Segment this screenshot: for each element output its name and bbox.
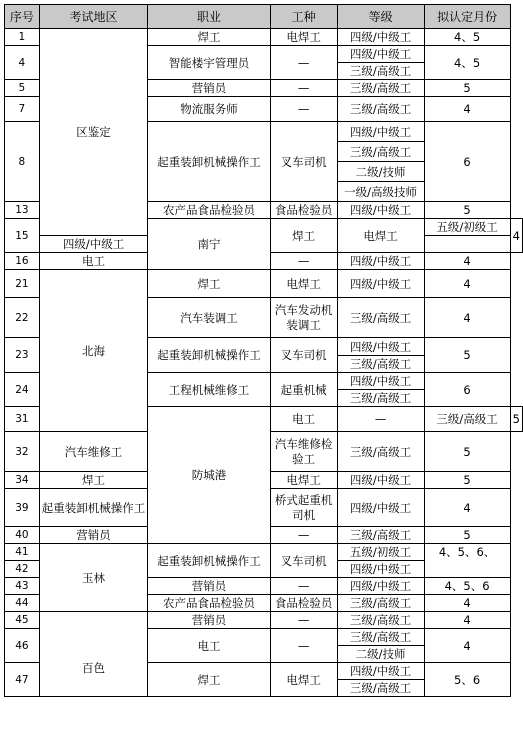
level-cell: 四级/中级工 [337,270,424,298]
seq-cell: 1 [5,29,40,46]
trade-cell: — [270,527,337,544]
seq-cell: 34 [5,472,40,489]
table-row [5,612,523,629]
seq-cell: 44 [5,595,40,612]
level-cell: 三级/高级工 [337,680,424,697]
level-cell: 三级/高级工 [424,407,510,432]
seq-cell: 8 [5,122,40,202]
trade-cell: 电焊工 [270,472,337,489]
month-cell: 4、5 [424,29,510,46]
seq-cell: 21 [5,270,40,298]
level-cell: 四级/中级工 [337,472,424,489]
occupation-cell: 营销员 [148,80,270,97]
occupation-cell: 营销员 [148,578,270,595]
seq-cell: 41 [5,544,40,561]
trade-cell: — [270,612,337,629]
month-cell: 4 [424,298,510,338]
occupation-cell: 汽车维修工 [39,432,148,472]
level-cell: 四级/中级工 [337,29,424,46]
month-cell: 4 [424,253,510,270]
seq-cell: 45 [5,612,40,629]
trade-cell: — [270,80,337,97]
month-cell: 4 [424,595,510,612]
level-cell: 四级/中级工 [39,236,148,253]
occupation-cell: 焊工 [270,219,337,253]
seq-cell: 24 [5,373,40,407]
col-header-occupation: 职业 [148,5,270,29]
level-cell: 三级/高级工 [337,80,424,97]
month-cell: 4 [424,97,510,122]
level-cell: 三级/高级工 [337,63,424,80]
schedule-table [4,4,523,697]
header-row [5,5,523,29]
seq-cell: 46 [5,629,40,663]
month-cell: 5 [424,527,510,544]
seq-cell: 32 [5,432,40,472]
occupation-cell: 焊工 [148,270,270,298]
month-cell: 5 [424,202,510,219]
table-row [5,29,523,46]
level-cell: 三级/高级工 [337,612,424,629]
trade-cell: 电焊工 [337,219,424,253]
col-header-level: 等级 [337,5,424,29]
level-cell: 三级/高级工 [337,390,424,407]
seq-cell: 39 [5,489,40,527]
month-cell: 4 [510,219,522,253]
level-cell: 三级/高级工 [337,432,424,472]
level-cell: 四级/中级工 [337,373,424,390]
trade-cell: — [270,46,337,80]
seq-cell: 16 [5,253,40,270]
level-cell: 三级/高级工 [337,595,424,612]
trade-cell: 食品检验员 [270,595,337,612]
trade-cell: 叉车司机 [270,544,337,578]
trade-cell: — [270,97,337,122]
table-row [5,270,523,298]
seq-cell: 43 [5,578,40,595]
level-cell: 三级/高级工 [337,298,424,338]
trade-cell: 食品检验员 [270,202,337,219]
region-cell: 玉林 [39,544,148,612]
trade-cell: — [270,253,337,270]
level-cell: 二级/技师 [337,646,424,663]
level-cell: 三级/高级工 [337,629,424,646]
occupation-cell: 焊工 [148,663,270,697]
level-cell: 二级/技师 [337,162,424,182]
level-cell: 三级/高级工 [337,142,424,162]
occupation-cell: 汽车装调工 [148,298,270,338]
trade-cell: 汽车发动机装调工 [270,298,337,338]
month-cell: 6 [424,373,510,407]
region-cell: 百色 [39,612,148,697]
month-cell: 4、5、6 [424,578,510,595]
level-cell: 三级/高级工 [337,356,424,373]
trade-cell: — [270,578,337,595]
table-row [5,544,523,561]
seq-cell: 42 [5,561,40,578]
month-cell: 4 [424,629,510,663]
certification-schedule [4,4,523,697]
col-header-trade: 工种 [270,5,337,29]
level-cell: 四级/中级工 [337,578,424,595]
month-cell: 5 [510,407,522,432]
trade-cell: 叉车司机 [270,338,337,373]
occupation-cell: 物流服务师 [148,97,270,122]
level-cell: 三级/高级工 [337,97,424,122]
trade-cell: — [270,629,337,663]
occupation-cell: 农产品食品检验员 [148,202,270,219]
col-header-month: 拟认定月份 [424,5,510,29]
occupation-cell: 电工 [148,629,270,663]
level-cell: 四级/中级工 [337,253,424,270]
month-cell: 5 [424,432,510,472]
occupation-cell: 电工 [270,407,337,432]
month-cell: 5 [424,338,510,373]
occupation-cell: 起重装卸机械操作工 [148,122,270,202]
trade-cell: 电焊工 [270,29,337,46]
trade-cell: 叉车司机 [270,122,337,202]
trade-cell: 起重机械 [270,373,337,407]
month-cell: 6 [424,122,510,202]
level-cell: 五级/初级工 [424,219,510,236]
level-cell: 四级/中级工 [337,663,424,680]
trade-cell: 电焊工 [270,663,337,697]
level-cell: 四级/中级工 [337,561,424,578]
level-cell: 四级/中级工 [337,202,424,219]
seq-cell: 5 [5,80,40,97]
occupation-cell: 起重装卸机械操作工 [148,544,270,578]
month-cell: 4 [424,489,510,527]
region-cell: 南宁 [148,219,270,270]
seq-cell: 15 [5,219,40,253]
occupation-cell: 智能楼宇管理员 [148,46,270,80]
level-cell: 一级/高级技师 [337,182,424,202]
occupation-cell: 起重装卸机械操作工 [148,338,270,373]
seq-cell: 13 [5,202,40,219]
month-cell: 5 [424,472,510,489]
occupation-cell: 工程机械维修工 [148,373,270,407]
occupation-cell: 农产品食品检验员 [148,595,270,612]
col-header-seq: 序号 [5,5,40,29]
trade-cell: 桥式起重机司机 [270,489,337,527]
occupation-cell: 起重装卸机械操作工 [39,489,148,527]
month-cell: 5、6 [424,663,510,697]
seq-cell: 7 [5,97,40,122]
seq-cell: 31 [5,407,40,432]
seq-cell: 47 [5,663,40,697]
trade-cell: 汽车维修检验工 [270,432,337,472]
trade-cell: 电焊工 [270,270,337,298]
region-cell: 区鉴定 [39,29,148,236]
col-header-region: 考试地区 [39,5,148,29]
occupation-cell: 营销员 [148,612,270,629]
seq-cell: 22 [5,298,40,338]
month-cell: 4、5、6、 [424,544,510,578]
seq-cell: 4 [5,46,40,80]
occupation-cell: 焊工 [148,29,270,46]
month-cell: 5 [424,80,510,97]
month-cell: 4 [424,270,510,298]
seq-cell: 23 [5,338,40,373]
level-cell: 四级/中级工 [337,489,424,527]
level-cell: 三级/高级工 [337,527,424,544]
level-cell: 四级/中级工 [337,338,424,356]
occupation-cell: 电工 [39,253,148,270]
month-cell: 4、5 [424,46,510,80]
occupation-cell: 焊工 [39,472,148,489]
level-cell: 四级/中级工 [337,46,424,63]
occupation-cell: 营销员 [39,527,148,544]
month-cell: 4 [424,612,510,629]
region-cell: 北海 [39,270,148,432]
level-cell: 五级/初级工 [337,544,424,561]
seq-cell: 40 [5,527,40,544]
trade-cell: — [337,407,424,432]
region-cell: 防城港 [148,407,270,544]
level-cell: 四级/中级工 [337,122,424,142]
